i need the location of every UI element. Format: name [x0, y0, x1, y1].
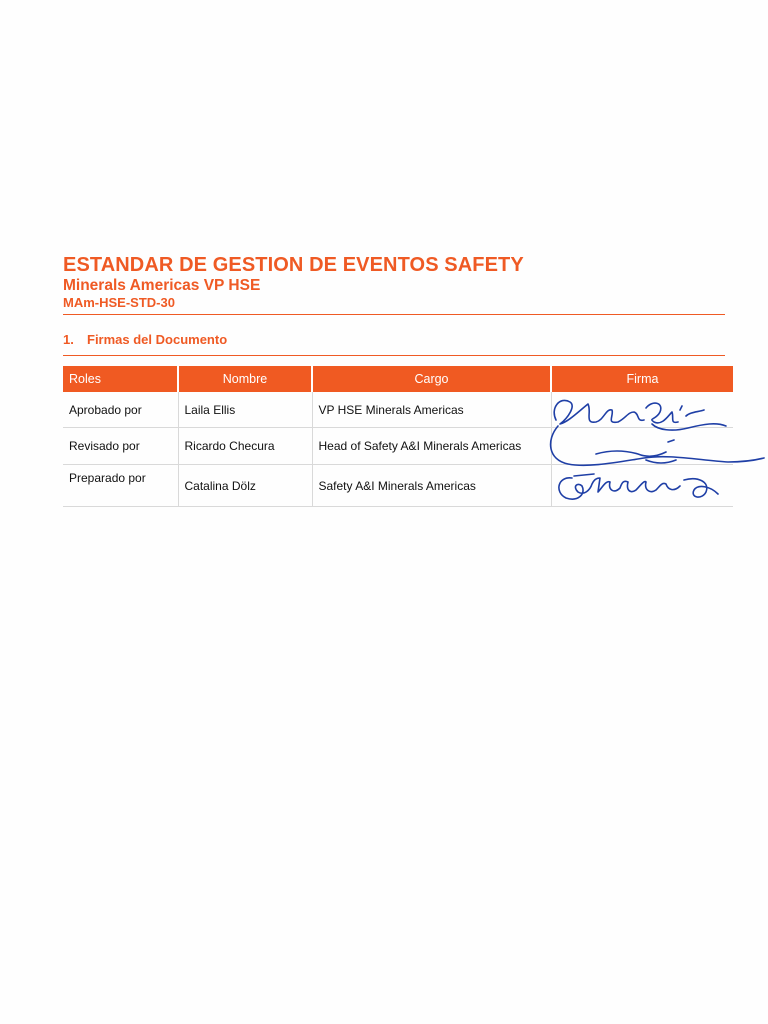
role-cell: Aprobado por [63, 392, 178, 428]
document-header [63, 253, 725, 311]
section-divider [63, 355, 725, 356]
column-header-roles: Roles [63, 366, 178, 392]
role-cell: Revisado por [63, 428, 178, 465]
table-row [63, 465, 733, 507]
name-cell: Ricardo Checura [178, 428, 312, 465]
signature-cell [551, 465, 733, 507]
column-header-cargo: Cargo [312, 366, 551, 392]
position-cell: VP HSE Minerals Americas [312, 392, 551, 428]
column-header-nombre: Nombre [178, 366, 312, 392]
position-cell: Safety A&I Minerals Americas [312, 465, 551, 507]
signatures-table [63, 366, 733, 507]
document-code: MAm-HSE-STD-30 [63, 295, 175, 310]
section-title: Firmas del Documento [87, 332, 228, 347]
name-cell: Catalina Dölz [178, 465, 312, 507]
table-row [63, 392, 733, 428]
table-row [63, 428, 733, 465]
document-title: ESTANDAR DE GESTION DE EVENTOS SAFETY [63, 254, 524, 276]
document-subtitle: Minerals Americas VP HSE [63, 277, 261, 294]
header-divider [63, 314, 725, 315]
position-cell: Head of Safety A&I Minerals Americas [312, 428, 551, 465]
section-heading [63, 332, 227, 348]
section-number: 1. [63, 332, 74, 347]
role-cell: Preparado por [63, 465, 178, 507]
signature-cell [551, 392, 733, 428]
table-header-row [63, 366, 733, 392]
signature-cell [551, 428, 733, 465]
name-cell: Laila Ellis [178, 392, 312, 428]
column-header-firma: Firma [551, 366, 733, 392]
